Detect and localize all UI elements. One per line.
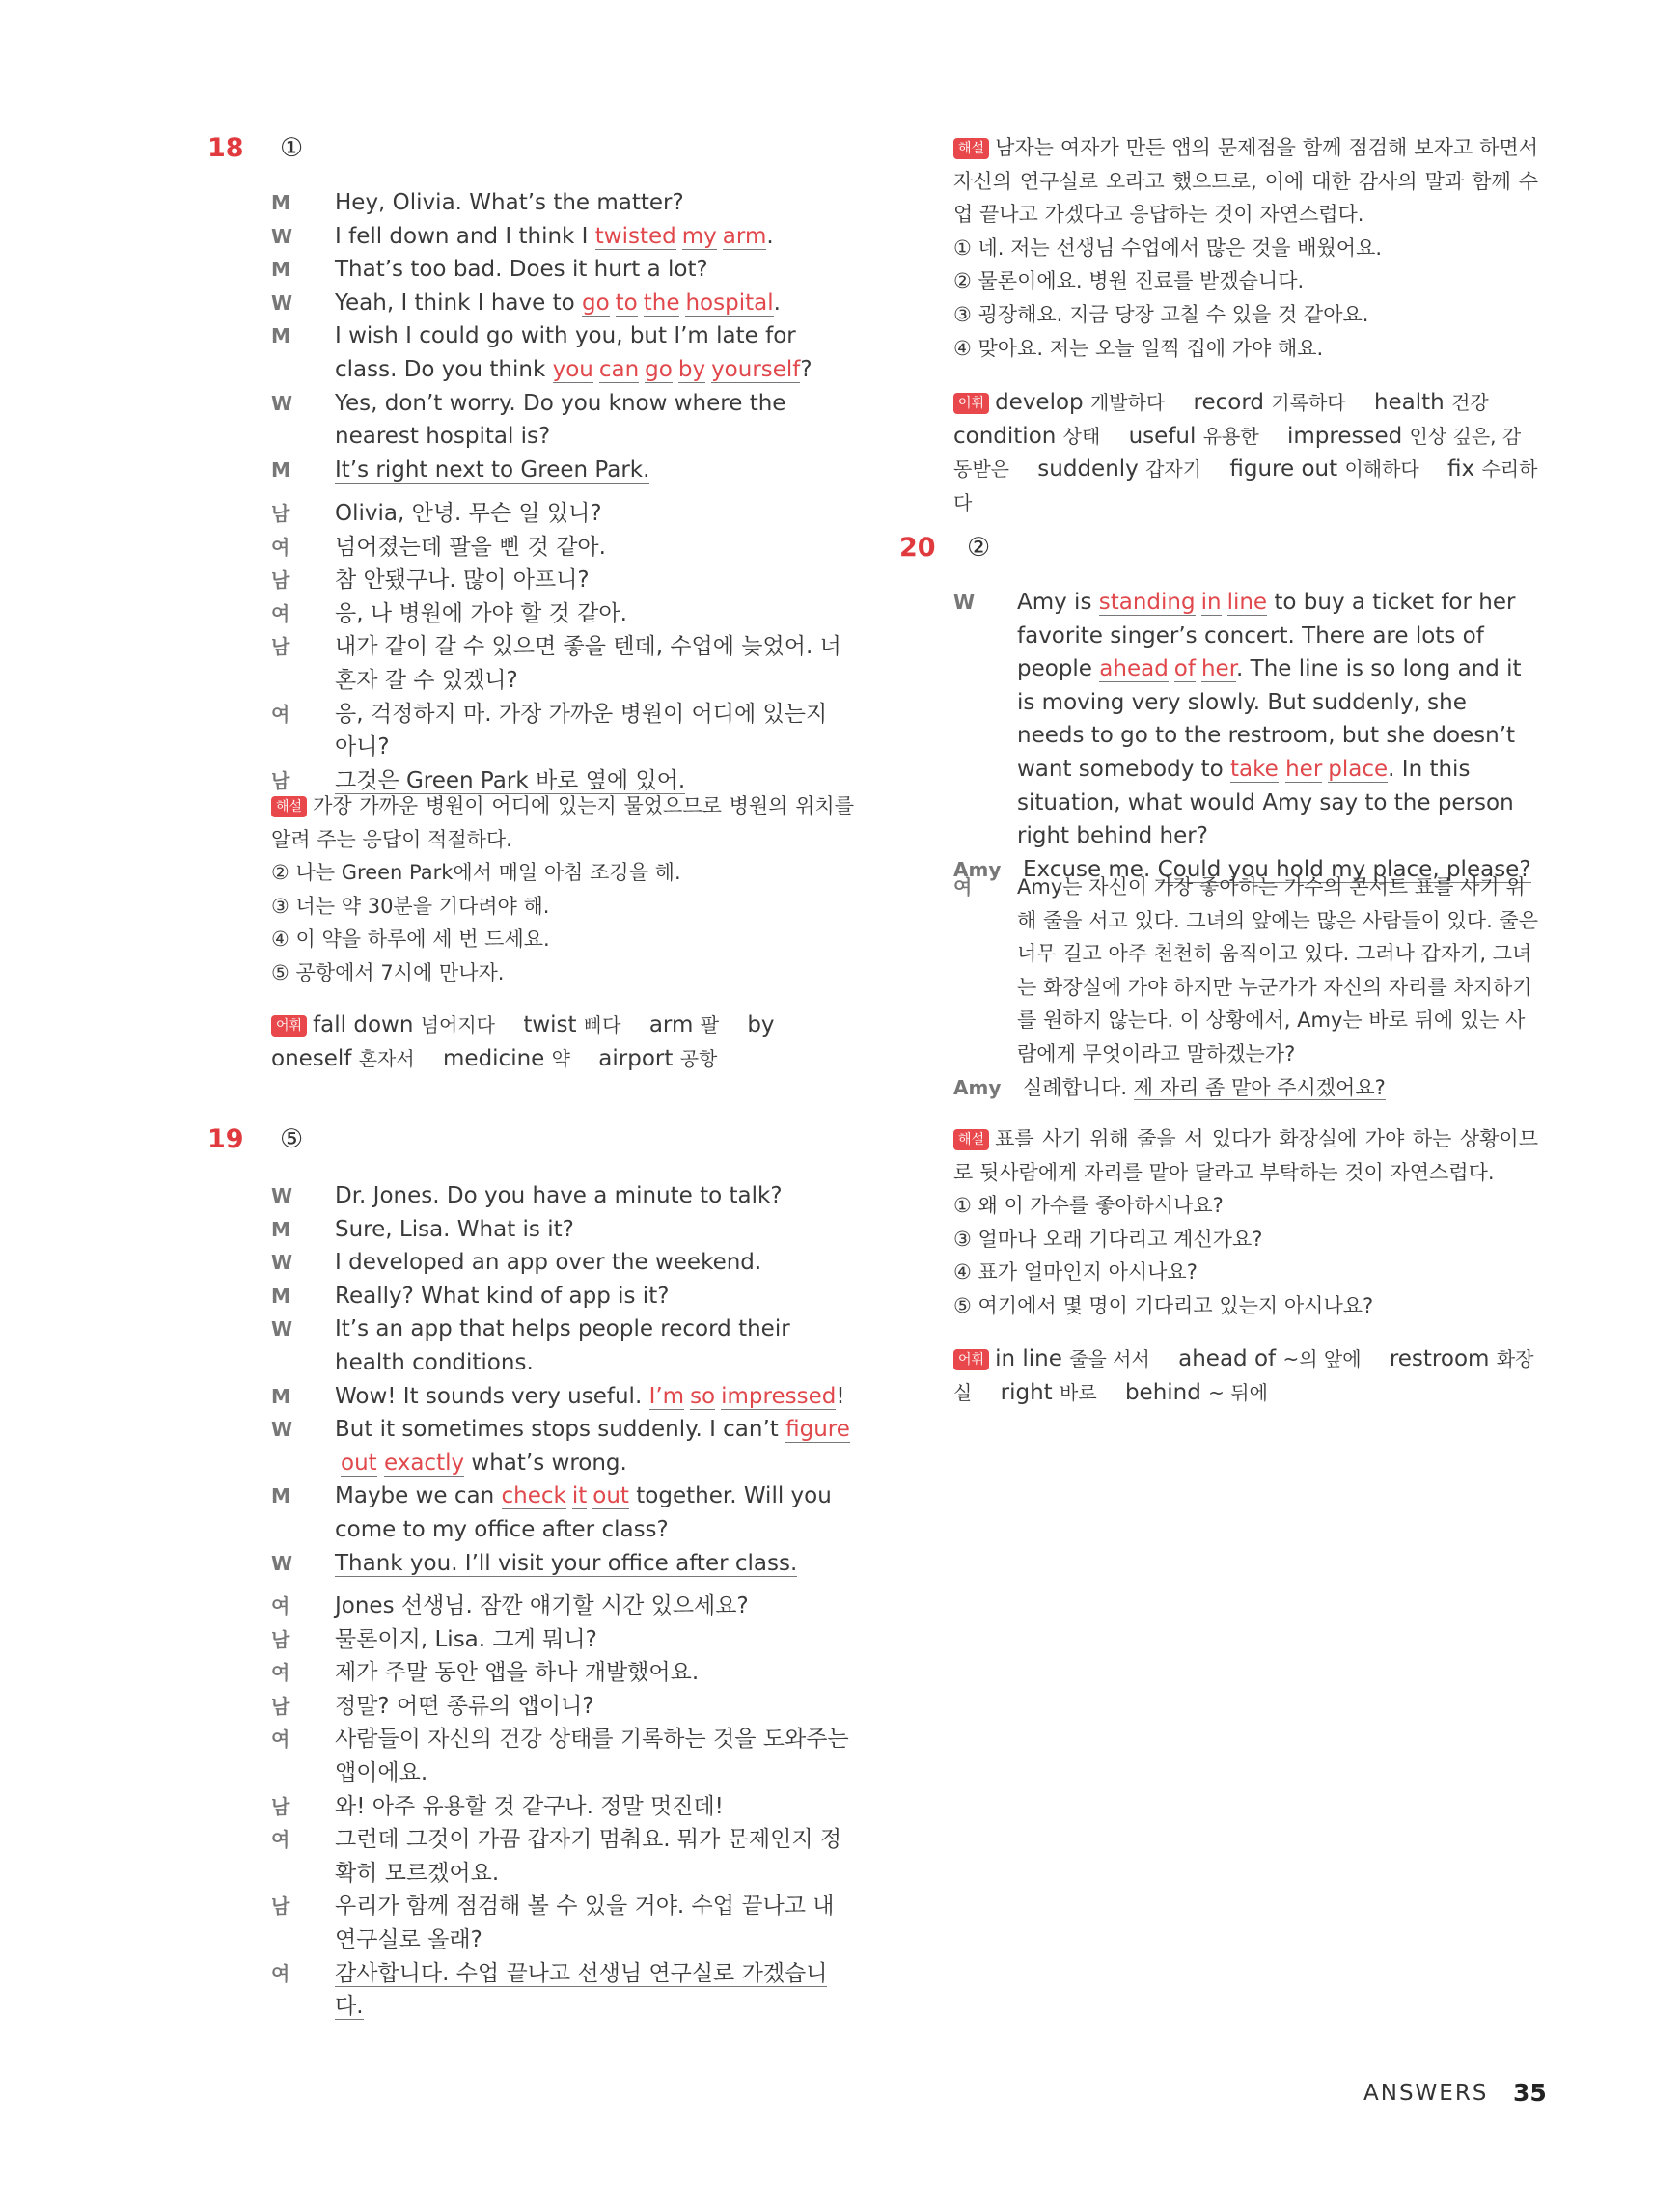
dialogue-translation (953, 871, 1538, 1104)
dialogue-text: Maybe we can (335, 1483, 502, 1509)
filled-blank: place (1328, 756, 1389, 782)
speaker-label: 여 (271, 1828, 290, 1852)
speaker-label: 남 (271, 1627, 290, 1651)
vocab-meaning: 줄을 서서 (1069, 1347, 1150, 1370)
page-number: 35 (1513, 2079, 1547, 2107)
dialogue-line (271, 1590, 854, 1623)
dialogue-line (271, 1380, 854, 1414)
dialogue-text: But it sometimes stops suddenly. I can’t (335, 1417, 786, 1443)
dialogue-text: I wish I could go with you, but I’m late for class. Do you think (335, 323, 796, 382)
question-number: 19 (207, 1124, 244, 1154)
dialogue-text: That’s too bad. Does it hurt a lot? (335, 257, 708, 283)
option: ③ 너는 약 30분을 기다려야 해. (271, 894, 550, 918)
vocab-word: impressed (1286, 423, 1403, 449)
vocab-item (523, 1012, 620, 1037)
speaker-label: Amy (953, 1075, 1002, 1099)
vocab-item (995, 1346, 1150, 1371)
vocab-meaning: 혼자서 (358, 1046, 415, 1070)
speaker-label: W (271, 391, 293, 415)
dialogue-line (271, 1213, 854, 1247)
dialogue-text: 응, 나 병원에 가야 할 것 같아. (335, 600, 627, 626)
speaker-label: 여 (271, 1661, 290, 1685)
dialogue-text: 물론이지, Lisa. 그게 뭐니? (335, 1626, 597, 1652)
vocab-meaning: 바로 (1060, 1380, 1097, 1404)
vocab-word: right (1000, 1379, 1053, 1405)
vocab-meaning: 건강 (1451, 391, 1489, 414)
dialogue-translation (271, 1590, 854, 2024)
dialogue-line (953, 1071, 1538, 1105)
filled-blank: to (615, 290, 638, 316)
speaker-label: M (271, 457, 290, 482)
dialogue-line (271, 454, 854, 487)
vocab-item (1125, 1380, 1268, 1405)
answer-sentence: It’s right next to Green Park. (335, 456, 650, 483)
dialogue-line (271, 1790, 854, 1824)
vocab-block (953, 386, 1538, 519)
speaker-label: W (953, 591, 976, 614)
vocab-meaning: 팔 (700, 1013, 720, 1037)
speaker-label: W (271, 290, 293, 315)
speaker-label: 남 (271, 1694, 290, 1718)
dialogue-text: 내가 같이 갈 수 있으면 좋을 텐데, 수업에 늦었어. 너 혼자 갈 수 있겠니? (335, 634, 841, 693)
dialogue-line (271, 531, 854, 565)
dialogue-text: ! (836, 1383, 845, 1409)
speaker-label: 남 (271, 502, 290, 525)
question-number: 20 (899, 533, 936, 563)
dialogue-text: 참 안됐구나. 많이 아프니? (335, 567, 590, 594)
option: ② 나는 Green Park에서 매일 아침 조깅을 해. (271, 861, 681, 885)
footer-label: ANSWERS (1363, 2081, 1489, 2106)
vocab-block (271, 1009, 854, 1075)
dialogue-text: Jones 선생님. 잠깐 얘기할 시간 있으세요? (335, 1593, 749, 1618)
speaker-label: Amy (953, 857, 1002, 881)
vocab-word: by oneself (271, 1012, 775, 1071)
dialogue-text (1279, 757, 1285, 782)
option: ④ 이 약을 하루에 세 번 드세요. (271, 927, 550, 952)
filled-blank: of (1173, 656, 1196, 682)
dialogue-line (953, 586, 1538, 853)
dialogue-line (271, 186, 854, 220)
speaker-label: 여 (271, 1961, 290, 1985)
dialogue-text: It’s an app that helps people record their health conditions. (335, 1316, 790, 1375)
dialogue-line (271, 220, 854, 254)
answer-sentence: Thank you. I’ll visit your office after class. (335, 1550, 798, 1576)
dialogue-line (271, 564, 854, 597)
dialogue-text: Wow! It sounds very useful. (335, 1383, 649, 1409)
question-number: 18 (207, 133, 244, 163)
vocab-word: record (1193, 390, 1265, 415)
speaker-label: 여 (271, 702, 290, 726)
explanation-badge: 해설 (271, 796, 307, 817)
dialogue-text: ? (800, 356, 812, 382)
dialogue-text: 그런데 그것이 가끔 갑자기 멈춰요. 뭐가 문제인지 정확히 모르겠어요. (335, 1827, 842, 1886)
speaker-label: 여 (271, 535, 290, 559)
answer-choice: ① (280, 133, 304, 163)
vocab-item (1374, 390, 1489, 415)
option: ④ 표가 얼마인지 아시나요? (953, 1260, 1198, 1285)
dialogue-line (271, 1246, 854, 1280)
dialogue (953, 586, 1538, 886)
answer-sentence: 제 자리 좀 맡아 주시겠어요? (1133, 1075, 1386, 1099)
vocab-item (1129, 424, 1259, 449)
dialogue-line (271, 1479, 854, 1546)
dialogue-line (271, 319, 854, 386)
dialogue-text: I fell down and I think I (335, 223, 595, 249)
explanation-badge: 해설 (953, 1129, 989, 1150)
option: ② 물론이에요. 병원 진료를 받겠습니다. (953, 269, 1305, 293)
dialogue-text: 정말? 어떤 종류의 앱이니? (335, 1693, 594, 1719)
dialogue-text: . (773, 290, 781, 316)
speaker-label: 여 (953, 875, 973, 899)
vocab-item (598, 1046, 717, 1071)
option: ① 네. 저는 선생님 수업에서 많은 것을 배웠어요. (953, 235, 1383, 260)
vocab-meaning: 이해하다 (1344, 457, 1419, 482)
vocab-badge: 어휘 (271, 1015, 307, 1037)
filled-blank: check (501, 1483, 566, 1509)
dialogue-text: I developed an app over the weekend. (335, 1250, 762, 1276)
answer-sentence: 감사합니다. 수업 끝나고 선생님 연구실로 가겠습니다. (335, 1960, 828, 2020)
vocab-word: airport (598, 1045, 674, 1071)
filled-blank: go (581, 290, 610, 316)
dialogue-text: together. Will you come to my office after class? (335, 1483, 832, 1542)
answer-choice: ⑤ (280, 1124, 304, 1154)
explanation-text: 가장 가까운 병원이 어디에 있는지 물었으므로 병원의 위치를 알려 주는 응답이 적절하다. (271, 794, 854, 851)
vocab-word: twist (523, 1012, 577, 1037)
dialogue-text: Excuse me. (1023, 856, 1158, 882)
dialogue-line (271, 287, 854, 320)
option: ③ 굉장해요. 지금 당장 고칠 수 있을 것 같아요. (953, 302, 1369, 326)
vocab-badge: 어휘 (953, 393, 989, 414)
dialogue-text: 제가 주말 동안 앱을 하나 개발했어요. (335, 1660, 700, 1686)
dialogue-line (271, 1313, 854, 1379)
filled-blank: you (552, 356, 593, 382)
vocab-meaning: 유용한 (1202, 424, 1259, 448)
vocab-meaning: 상태 (1062, 424, 1101, 448)
speaker-label: W (271, 1551, 293, 1575)
explanation-text: 표를 사기 위해 줄을 서 있다가 화장실에 가야 하는 상황이므로 뒷사람에게 자리를 맡아 달라고 부탁하는 것이 자연스럽다. (953, 1127, 1538, 1184)
vocab-word: restroom (1389, 1346, 1490, 1371)
speaker-label: M (271, 1284, 290, 1308)
answer-sentence: Could you hold my place, please? (1157, 856, 1531, 882)
vocab-word: fix (1447, 456, 1475, 483)
filled-blank: twisted (594, 223, 676, 249)
filled-blank: arm (722, 223, 767, 249)
dialogue-text: 실례합니다. (1023, 1075, 1134, 1099)
dialogue-text: 사람들이 자신의 건강 상태를 기록하는 것을 도와주는 앱이에요. (335, 1727, 849, 1785)
speaker-label: 여 (271, 1594, 290, 1618)
option: ④ 맞아요. 저는 오늘 일찍 집에 가야 해요. (953, 336, 1324, 360)
explanation-badge: 해설 (953, 138, 989, 159)
dialogue-line (953, 871, 1538, 1071)
question-20-header (899, 533, 990, 563)
filled-blank: her (1285, 756, 1323, 782)
filled-blank: go (645, 356, 673, 382)
speaker-label: M (271, 258, 290, 282)
question-19-header (207, 1124, 303, 1154)
filled-blank: ahead (1099, 656, 1169, 682)
speaker-label: M (271, 1217, 290, 1241)
vocab-item (1001, 1380, 1097, 1405)
dialogue-text: Olivia, 안녕. 무슨 일 있니? (335, 501, 602, 526)
vocab-item (313, 1012, 495, 1037)
dialogue-text: 우리가 함께 점검해 볼 수 있을 거야. 수업 끝나고 내 연구실로 올래? (335, 1894, 835, 1952)
vocab-meaning: 화장실 (953, 1347, 1534, 1404)
vocab-item (1037, 456, 1201, 482)
dialogue-text: Amy는 자신이 가장 좋아하는 가수의 콘서트 표를 사기 위해 줄을 서고 있다. 그녀의 앞에는 많은 사람들이 있다. 줄은 너무 길고 아주 천천히 움직이고 있다. 그러나 갑자기, 그녀는 화장실에 가야 하지만 누군가가 자신의 자리를 차지하기를 원하지 않는다. 이 상황에서, Amy는 바로 뒤에 있는 사람에게 무엇이라고 말하겠는가? (1017, 875, 1539, 1065)
vocab-meaning: 수리하다 (953, 457, 1538, 514)
vocab-badge: 어휘 (953, 1349, 989, 1370)
dialogue-text: Yeah, I think I have to (335, 290, 582, 316)
vocab-item (995, 390, 1165, 415)
dialogue-text: Really? What kind of app is it? (335, 1283, 670, 1309)
dialogue-line (271, 1723, 854, 1789)
dialogue-line (271, 1656, 854, 1690)
speaker-label: W (271, 224, 293, 248)
vocab-word: behind (1124, 1379, 1201, 1405)
filled-blank: figure (785, 1417, 850, 1443)
dialogue-text: what’s wrong. (464, 1450, 627, 1476)
filled-blank: the (643, 290, 680, 316)
vocab-word: suddenly (1037, 456, 1139, 483)
filled-blank: exactly (383, 1450, 465, 1476)
vocab-word: in line (995, 1346, 1062, 1371)
vocab-item (649, 1012, 719, 1037)
vocab-word: medicine (443, 1045, 545, 1071)
dialogue-text: Yes, don’t worry. Do you know where the nearest hospital is? (335, 390, 786, 450)
filled-blank: her (1200, 656, 1237, 682)
vocab-meaning: 갑자기 (1145, 457, 1202, 482)
dialogue-line (271, 1547, 854, 1581)
dialogue-text: . In this situation, what would Amy say to the person right behind her? (1017, 756, 1514, 849)
speaker-label: 여 (271, 1728, 290, 1752)
speaker-label: M (271, 324, 290, 348)
vocab-word: useful (1128, 423, 1197, 449)
dialogue-text: Sure, Lisa. What is it? (335, 1216, 574, 1242)
dialogue-text: Amy is (1017, 590, 1099, 615)
option: ① 왜 이 가수를 좋아하시나요? (953, 1194, 1224, 1218)
dialogue-translation (271, 497, 854, 797)
dialogue-line (271, 1623, 854, 1657)
option: ③ 얼마나 오래 기다리고 계신가요? (953, 1227, 1263, 1251)
speaker-label: W (271, 1317, 293, 1341)
speaker-label: 남 (271, 768, 290, 792)
speaker-label: 남 (271, 568, 290, 593)
dialogue-line (271, 1413, 854, 1479)
vocab-meaning: 넘어지다 (420, 1013, 495, 1037)
speaker-label: 남 (271, 1894, 290, 1919)
dialogue-line (271, 1690, 854, 1724)
vocab-meaning: 인상 깊은, 감동받은 (953, 424, 1522, 482)
vocab-meaning: 기록하다 (1271, 391, 1346, 414)
dialogue-text: . The line is so long and it is moving very slowly. But suddenly, she needs to go to the restroom, but she doesn’t want somebody to (1017, 656, 1522, 782)
filled-blank: take (1230, 756, 1279, 782)
filled-blank: standing (1098, 590, 1196, 615)
speaker-label: M (271, 191, 290, 214)
dialogue-text: . (766, 223, 774, 249)
filled-blank: hospital (685, 290, 774, 316)
vocab-word: health (1373, 390, 1445, 415)
vocab-meaning: 약 (551, 1046, 570, 1070)
answer-choice: ② (967, 533, 991, 563)
filled-blank: line (1226, 590, 1268, 615)
vocab-meaning: 개발하다 (1089, 391, 1166, 414)
dialogue-text: 응, 걱정하지 마. 가장 가까운 병원이 어디에 있는지 아니? (335, 701, 828, 760)
filled-blank: in (1200, 590, 1222, 615)
dialogue-line (271, 1957, 854, 2024)
option: ⑤ 공항에서 7시에 만나자. (271, 960, 505, 984)
filled-blank: yourself (711, 356, 801, 382)
dialogue (271, 186, 854, 486)
dialogue-line (271, 1890, 854, 1956)
speaker-label: M (271, 1484, 290, 1508)
dialogue-text: Dr. Jones. Do you have a minute to talk? (335, 1183, 783, 1208)
speaker-label: W (271, 1251, 293, 1275)
vocab-word: ahead of (1178, 1346, 1277, 1371)
vocab-block (953, 1342, 1538, 1409)
explanation-block (953, 1122, 1538, 1323)
explanation-text: 남자는 여자가 만든 앱의 문제점을 함께 점검해 보자고 하면서 자신의 연구실로 오라고 했으므로, 이에 대한 감사의 말과 함께 수업 끝나고 가겠다고 응답하는 것이 자연스럽다. (953, 136, 1538, 227)
dialogue-line (271, 1179, 854, 1213)
dialogue (271, 1179, 854, 1580)
speaker-label: 남 (271, 635, 290, 659)
vocab-meaning: 공항 (679, 1046, 718, 1070)
filled-blank: can (598, 356, 640, 382)
filled-blank: I’m (648, 1383, 685, 1409)
vocab-word: fall down (313, 1012, 414, 1037)
dialogue-line (271, 630, 854, 697)
speaker-label: M (271, 1384, 290, 1408)
vocab-item (1178, 1346, 1361, 1371)
filled-blank: so (690, 1383, 716, 1409)
vocab-meaning: ~ 뒤에 (1208, 1380, 1268, 1404)
vocab-word: arm (648, 1012, 694, 1037)
speaker-label: W (271, 1418, 293, 1442)
filled-blank: it (571, 1483, 588, 1509)
vocab-item (953, 424, 1100, 449)
filled-blank: my (681, 223, 717, 249)
answer-sentence: 그것은 Green Park 바로 옆에 있어. (335, 767, 686, 793)
dialogue-text: 와! 아주 유용할 것 같구나. 정말 멋진데! (335, 1793, 724, 1819)
dialogue-line (271, 1823, 854, 1890)
speaker-label: 여 (271, 601, 290, 625)
dialogue-text: to buy a ticket for her favorite singer’s concert. There are lots of people (1017, 590, 1516, 682)
speaker-label: 남 (271, 1794, 290, 1818)
filled-blank: impressed (721, 1383, 837, 1409)
vocab-item (1194, 390, 1346, 415)
vocab-word: develop (995, 390, 1084, 415)
vocab-word: figure out (1229, 456, 1338, 483)
dialogue-text: Hey, Olivia. What’s the matter? (335, 190, 684, 215)
filled-blank: out (592, 1483, 629, 1509)
filled-blank: by (677, 356, 706, 382)
speaker-label: W (271, 1184, 293, 1207)
question-18-header (207, 133, 303, 163)
dialogue-line (271, 497, 854, 531)
vocab-item (443, 1046, 570, 1071)
dialogue-text (377, 1451, 384, 1476)
filled-blank: out (341, 1450, 377, 1476)
vocab-item (1229, 456, 1418, 482)
dialogue-text: 넘어졌는데 팔을 삔 것 같아. (335, 534, 606, 560)
dialogue-line (271, 597, 854, 631)
vocab-meaning: ~의 앞에 (1282, 1347, 1362, 1370)
dialogue-line (271, 1280, 854, 1313)
explanation-block (271, 789, 854, 990)
dialogue-line (271, 698, 854, 764)
dialogue-line (271, 387, 854, 454)
option: ⑤ 여기에서 몇 명이 기다리고 있는지 아시나요? (953, 1293, 1374, 1317)
vocab-meaning: 삐다 (583, 1013, 621, 1037)
dialogue-line (271, 253, 854, 287)
vocab-word: condition (953, 423, 1057, 449)
explanation-block (953, 131, 1538, 365)
